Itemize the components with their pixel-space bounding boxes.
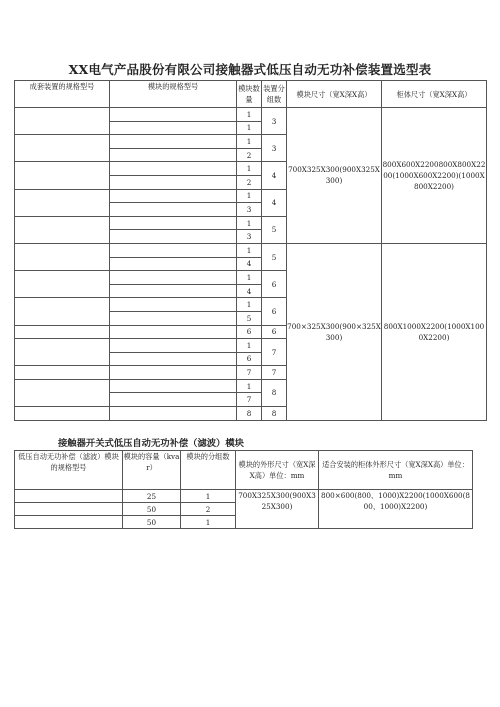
cabinet-model-cell — [15, 379, 110, 406]
groups-cell: 1 — [181, 516, 236, 529]
header-groups: 模块的分组数 — [181, 451, 236, 490]
module-count-cell: 1 — [237, 121, 262, 135]
module-size-cell: 700X325X300(900X325X300) — [287, 108, 382, 244]
module-count-cell: 2 — [237, 175, 262, 189]
header-cabinet-size: 柜体尺寸（宽X深X高） — [382, 81, 487, 108]
module-count-cell: 1 — [237, 108, 262, 122]
module-count-cell: 1 — [237, 379, 262, 393]
cabinet-model-cell — [15, 339, 110, 366]
module-count-cell: 4 — [237, 257, 262, 271]
group-count-cell: 3 — [262, 135, 287, 162]
group-count-cell: 7 — [262, 366, 287, 380]
module-count-cell: 4 — [237, 284, 262, 298]
group-count-cell: 4 — [262, 189, 287, 216]
module-table — [14, 450, 473, 529]
module-count-cell: 7 — [237, 393, 262, 407]
module-model-cell — [110, 407, 237, 421]
module-model-cell — [110, 284, 237, 298]
cabinet-model-cell — [15, 108, 110, 135]
module-model-cell — [110, 121, 237, 135]
group-count-cell: 7 — [262, 339, 287, 366]
module-model-cell — [110, 135, 237, 149]
module-model-cell — [110, 298, 237, 312]
model-cell — [15, 490, 123, 503]
module-count-cell: 1 — [237, 298, 262, 312]
header-model: 低压自动无功补偿（滤波）模块的规格型号 — [15, 451, 123, 490]
module-count-cell: 1 — [237, 216, 262, 230]
module-size-cell: 700×325X300(900×325X300) — [287, 243, 382, 420]
header-size: 模块的外形尺寸（宽X深X高）单位：mm — [236, 451, 319, 490]
header-cabinet-model: 成套装置的规格型号 — [15, 81, 110, 108]
module-model-cell — [110, 257, 237, 271]
header-module-size: 模块尺寸（宽X深X高） — [287, 81, 382, 108]
cabinet-model-cell — [15, 298, 110, 325]
module-model-cell — [110, 230, 237, 244]
group-count-cell: 8 — [262, 407, 287, 421]
groups-cell: 2 — [181, 503, 236, 516]
cabinet-model-cell — [15, 407, 110, 421]
module-model-cell — [110, 148, 237, 162]
group-count-cell: 6 — [262, 325, 287, 339]
module-count-cell: 8 — [237, 407, 262, 421]
cabinet-size-cell: 800X1000X2200(1000X1000X2200) — [382, 243, 487, 420]
groups-cell: 1 — [181, 490, 236, 503]
cabinet-model-cell — [15, 216, 110, 243]
module-model-cell — [110, 366, 237, 380]
cabinet-model-cell — [15, 271, 110, 298]
module-model-cell — [110, 311, 237, 325]
cabinet-cell: 800×600(800、1000)X2200(1000X600(800、1000)X2200) — [319, 490, 473, 529]
module-model-cell — [110, 216, 237, 230]
capacity-cell: 50 — [123, 503, 181, 516]
module-count-cell: 3 — [237, 203, 262, 217]
module-model-cell — [110, 243, 237, 257]
table-header-row — [15, 451, 473, 490]
module-model-cell — [110, 175, 237, 189]
table-row — [15, 490, 473, 503]
module-model-cell — [110, 393, 237, 407]
model-cell — [15, 516, 123, 529]
module-model-cell — [110, 108, 237, 122]
selection-table — [14, 80, 487, 421]
section-subtitle: 接触器开关式低压自动无功补偿（滤波）模块 — [58, 438, 244, 449]
module-model-cell — [110, 271, 237, 285]
group-count-cell: 8 — [262, 379, 287, 406]
header-cabinet: 适合安装的柜体外形尺寸（宽X深X高）单位：mm — [319, 451, 473, 490]
module-count-cell: 3 — [237, 230, 262, 244]
module-model-cell — [110, 203, 237, 217]
module-count-cell: 1 — [237, 339, 262, 353]
module-count-cell: 2 — [237, 148, 262, 162]
page-title: XX电气产品股份有限公司接触器式低压自动无功补偿装置选型表 — [68, 62, 432, 77]
group-count-cell: 5 — [262, 216, 287, 243]
capacity-cell: 50 — [123, 516, 181, 529]
cabinet-model-cell — [15, 243, 110, 270]
group-count-cell: 3 — [262, 108, 287, 135]
size-cell: 700X325X300(900X325X300) — [236, 490, 319, 529]
group-count-cell: 6 — [262, 271, 287, 298]
module-count-cell: 6 — [237, 325, 262, 339]
module-model-cell — [110, 352, 237, 366]
group-count-cell: 5 — [262, 243, 287, 270]
cabinet-model-cell — [15, 162, 110, 189]
header-module-count: 模块数 量 — [237, 81, 262, 108]
cabinet-model-cell — [15, 135, 110, 162]
group-count-cell: 6 — [262, 298, 287, 325]
cabinet-model-cell — [15, 366, 110, 380]
module-model-cell — [110, 189, 237, 203]
module-count-cell: 1 — [237, 271, 262, 285]
module-count-cell: 7 — [237, 366, 262, 380]
module-count-cell: 1 — [237, 162, 262, 176]
module-count-cell: 6 — [237, 352, 262, 366]
module-count-cell: 1 — [237, 189, 262, 203]
group-count-cell: 4 — [262, 162, 287, 189]
header-group-count: 装置分 组数 — [262, 81, 287, 108]
cabinet-size-cell: 800X600X2200800X800X2200(1000X600X2200)(1000X800X2200) — [382, 108, 487, 244]
capacity-cell: 25 — [123, 490, 181, 503]
module-model-cell — [110, 379, 237, 393]
module-model-cell — [110, 325, 237, 339]
module-count-cell: 1 — [237, 135, 262, 149]
table-row — [15, 243, 487, 257]
model-cell — [15, 503, 123, 516]
table-header-row — [15, 81, 487, 108]
module-count-cell: 5 — [237, 311, 262, 325]
header-capacity: 模块的容量（kvar） — [123, 451, 181, 490]
cabinet-model-cell — [15, 325, 110, 339]
module-model-cell — [110, 339, 237, 353]
cabinet-model-cell — [15, 189, 110, 216]
module-count-cell: 1 — [237, 243, 262, 257]
header-module-model: 模块的规格型号 — [110, 81, 237, 108]
module-model-cell — [110, 162, 237, 176]
table-row — [15, 108, 487, 122]
